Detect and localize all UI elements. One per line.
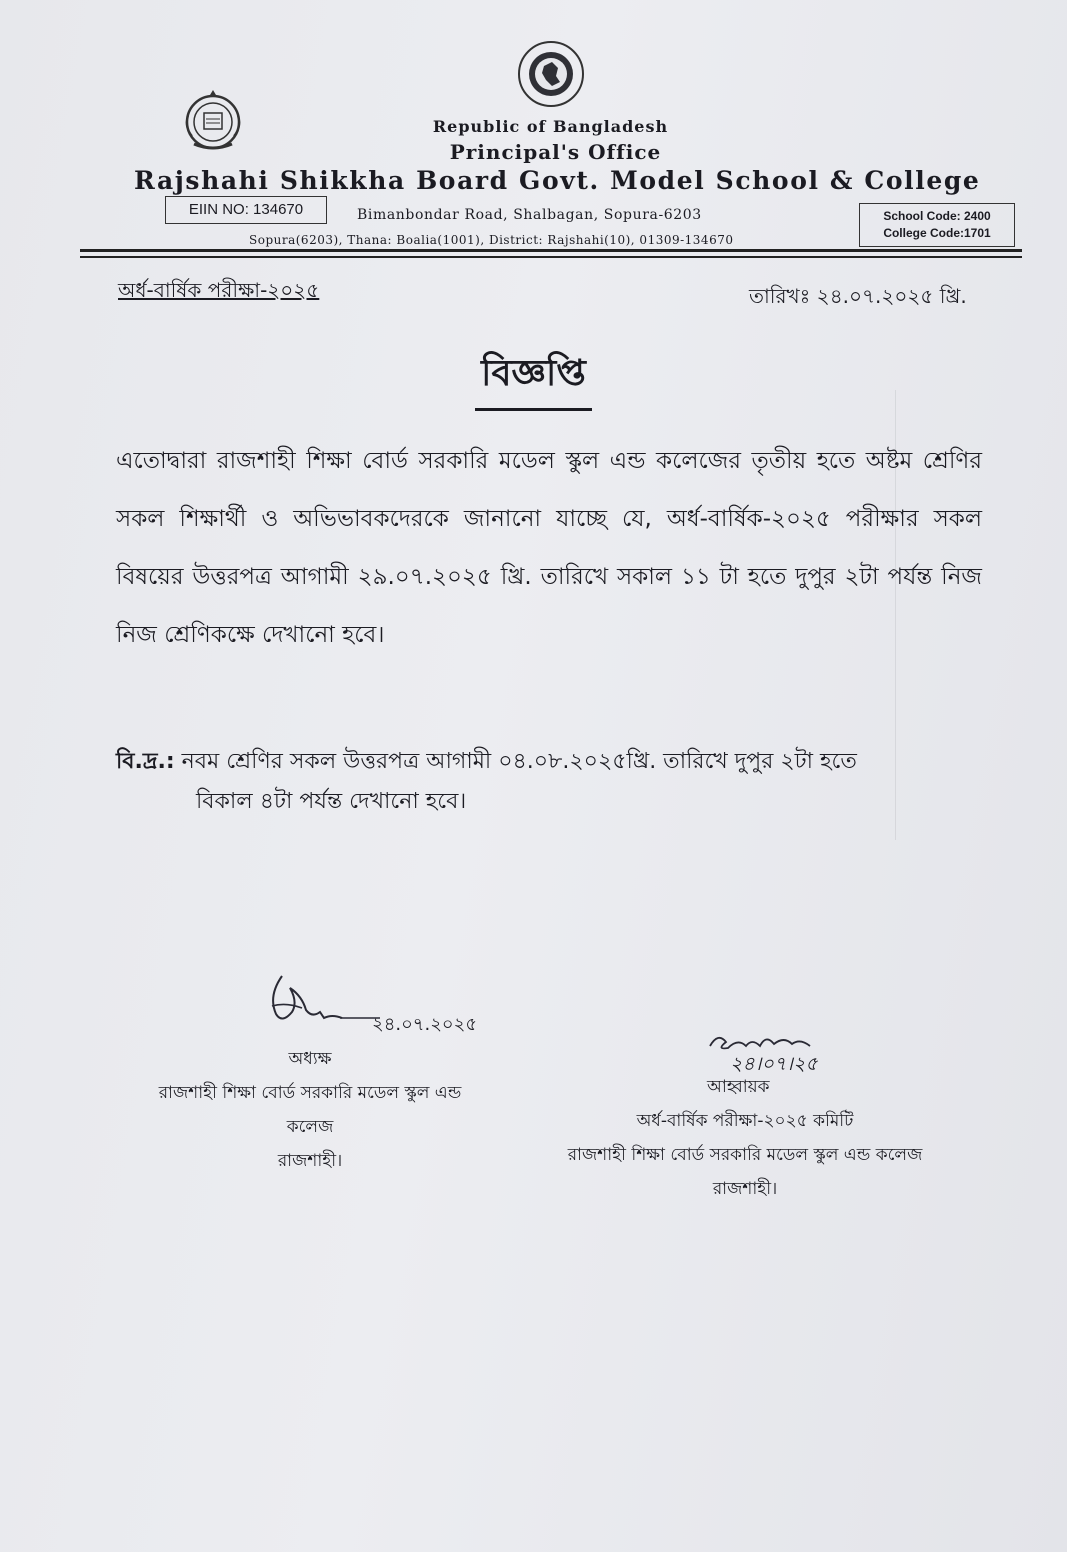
government-seal	[508, 40, 594, 108]
principal-sign-date: ২৪.০৭.২০২৫	[372, 1014, 478, 1035]
note-line-2: বিকাল ৪টা পর্যন্ত দেখানো হবে।	[196, 789, 467, 814]
convener-org: রাজশাহী শিক্ষা বোর্ড সরকারি মডেল স্কুল এন্ড কলেজ	[567, 1145, 923, 1165]
notice-note	[116, 742, 976, 822]
exam-title: অর্ধ-বার্ষিক পরীক্ষা-২০২৫	[118, 278, 320, 302]
header-divider-thick	[80, 249, 1022, 252]
office-heading: Principal's Office	[449, 140, 662, 164]
address-line-1: Bimanbondar Road, Shalbagan, Sopura-6203	[357, 207, 702, 223]
principal-title: অধ্যক্ষ	[288, 1049, 332, 1069]
eiin-box: EIIN NO: 134670	[165, 196, 327, 224]
republic-heading: Republic of Bangladesh	[432, 117, 669, 136]
principal-block	[120, 1042, 500, 1178]
school-code: School Code: 2400	[883, 209, 991, 223]
college-code: College Code:1701	[883, 226, 991, 240]
committee-name: অর্ধ-বার্ষিক পরীক্ষা-২০২৫ কমিটি	[636, 1111, 854, 1131]
principal-org-line-2: কলেজ	[286, 1117, 334, 1137]
header-divider-thin	[80, 256, 1022, 258]
principal-signature	[262, 966, 382, 1030]
principal-org-line-1: রাজশাহী শিক্ষা বোর্ড সরকারি মডেল স্কুল এন্ড	[158, 1083, 462, 1103]
convener-title: আহ্বায়ক	[707, 1077, 770, 1097]
note-line-1	[116, 742, 976, 782]
note-line-1-text: নবম শ্রেণির সকল উত্তরপত্র আগামী ০৪.০৮.২০২৫খ্রি. তারিখে দুপুর ২টা হতে	[181, 749, 857, 774]
notice-title-text: বিজ্ঞপ্তি	[475, 346, 592, 411]
convener-block	[540, 1070, 950, 1206]
notice-body: এতোদ্বারা রাজশাহী শিক্ষা বোর্ড সরকারি মডেল স্কুল এন্ড কলেজের তৃতীয় হতে অষ্টম শ্রেণির সকল শিক্ষার্থী ও অভিভাবকদেরকে জানানো যাচ্ছে যে, অর্ধ-বার্ষিক-২০২৫ পরীক্ষার সকল বিষয়ের উত্তরপত্র আগামী ২৯.০৭.২০২৫ খ্রি. তারিখে সকাল ১১ টা হতে দুপুর ২টা পর্যন্ত নিজ নিজ শ্রেণিকক্ষে দেখানো হবে।	[116, 448, 982, 648]
address-line-2: Sopura(6203), Thana: Boalia(1001), District: Rajshahi(10), 01309-134670	[249, 233, 734, 247]
convener-sign-date: ২৪।০৭।২৫	[730, 1053, 818, 1075]
notice-date: তারিখঃ ২৪.০৭.২০২৫ খ্রি.	[749, 284, 967, 308]
principal-city: রাজশাহী।	[277, 1151, 343, 1171]
note-label: বি.দ্র.:	[116, 749, 175, 774]
notice-title	[0, 346, 1067, 411]
school-name: Rajshahi Shikkha Board Govt. Model School & College	[134, 166, 981, 195]
convener-city: রাজশাহী।	[712, 1179, 778, 1199]
institution-codes-box	[859, 203, 1015, 247]
